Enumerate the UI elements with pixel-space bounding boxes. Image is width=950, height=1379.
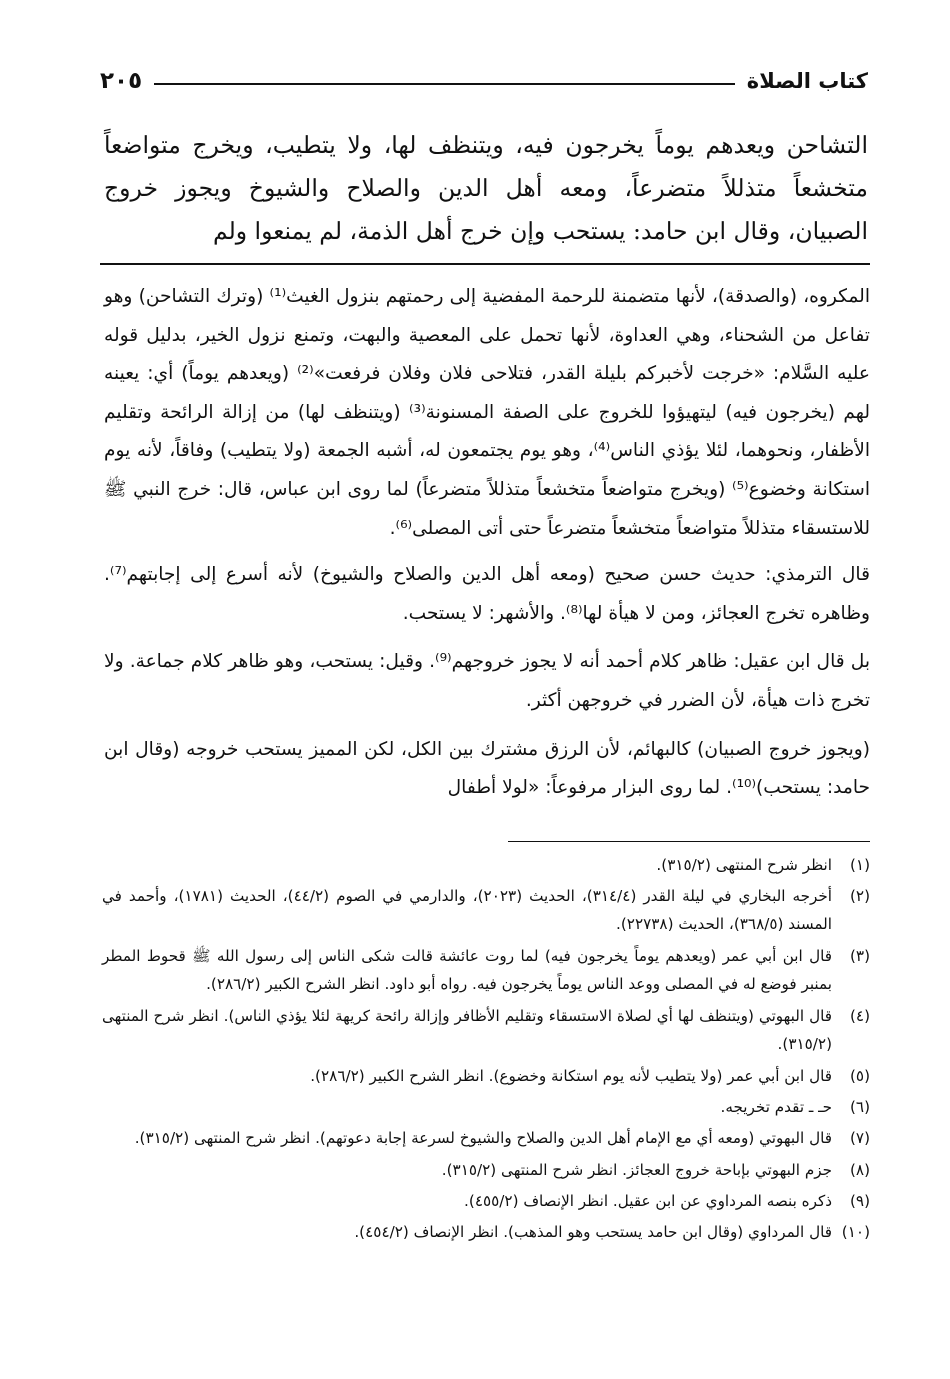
- footnote-text: انظر شرح المنتهى (٣١٥/٢).: [656, 856, 832, 874]
- matn-text: التشاحن ويعدهم يوماً يخرجون فيه، ويتنظف لها، ولا يتطيب، ويخرج متواضعاً متخشعاً متذللاً متضرعاً، ومعه أهل الدين والصلاح والشيوخ ويجوز خروج الصبيان، وقال ابن حامد: يستحب وإن خرج أهل الذمة، لم يمنعوا ولم: [104, 131, 868, 245]
- footnotes: [102, 851, 870, 1249]
- footnote: [102, 1124, 870, 1152]
- footnote-separator: [508, 841, 870, 842]
- running-title: كتاب الصلاة: [746, 69, 868, 93]
- commentary-paragraph: قال الترمذي: حديث حسن صحيح (ومعه أهل الدين والصلاح والشيوخ) لأنه أسرع إلى إجابتهم⁽⁷⁾. وظاهره تخرج العجائز، ومن لا هيأة لها⁽⁸⁾. والأشهر: لا يستحب.: [104, 564, 870, 624]
- commentary-paragraph: (ويجوز خروج الصبيان) كالبهائم، لأن الرزق مشترك بين الكل، لكن المميز يستحب خروجه (وقال ابن حامد: يستحب)⁽¹⁰⁾. لما روى البزار مرفوعاً: «لولا أطفال: [104, 738, 870, 799]
- footnote: [102, 1062, 870, 1090]
- matn-separator: [100, 263, 870, 265]
- footnote-number: (٧): [849, 1129, 870, 1147]
- footnote: [102, 942, 870, 998]
- commentary: [104, 278, 870, 818]
- footnote-text: جزم البهوتي بإباحة خروج العجائز. انظر شرح المنتهى (٣١٥/٢).: [441, 1161, 832, 1179]
- footnote-text: قال ابن أبي عمر (ويعدهم يوماً يخرجون فيه) لما روت عائشة قالت شكى الناس إلى رسول الله ﷺ قحوط المطر بمنبر فوضع له في المصلى ووعد الناس يوماً يخرجون فيه. رواه أبو داود. انظر الشرح الكبير (٢٨٦/٢).: [102, 947, 832, 993]
- footnote: [102, 1002, 870, 1058]
- footnote-number: (٩): [849, 1192, 870, 1210]
- footnote-text: ذكره بنصه المرداوي عن ابن عقيل. انظر الإنصاف (٤٥٥/٢).: [464, 1192, 832, 1210]
- footnote: [102, 851, 870, 879]
- footnote-number: (٢): [849, 887, 870, 905]
- footnote-text: قال ابن أبي عمر (ولا يتطيب لأنه يوم استكانة وخضوع). انظر الشرح الكبير (٢٨٦/٢).: [310, 1067, 832, 1085]
- footnote-number: (٥): [849, 1067, 870, 1085]
- header-rule: [154, 83, 735, 85]
- footnote-text: حـ ـ تقدم تخريجه.: [720, 1098, 832, 1116]
- footnote: [102, 1218, 870, 1246]
- footnote-number: (٦): [849, 1098, 870, 1116]
- footnote-number: (١٠): [841, 1223, 870, 1241]
- footnote-text: قال المرداوي (وقال ابن حامد يستحب وهو المذهب). انظر الإنصاف (٤٥٤/٢).: [354, 1223, 832, 1241]
- footnote-number: (٤): [849, 1007, 870, 1025]
- footnote-number: (٨): [849, 1161, 870, 1179]
- footnote-text: أخرجه البخاري في ليلة القدر (٣١٤/٤)، الحديث (٢٠٢٣)، والدارمي في الصوم (٤٤/٢)، الحديث (١٧٨١)، وأحمد في المسند (٣٦٨/٥)، الحديث (٢٢٧٣٨).: [102, 887, 833, 933]
- page-header: [100, 66, 868, 96]
- footnote-text: قال البهوتي (ويتنظف لها أي لصلاة الاستسقاء وتقليم الأظافر وإزالة رائحة كريهة لئلا يؤذي الناس). انظر شرح المنتهى (٣١٥/٢).: [102, 1007, 832, 1053]
- footnote: [102, 882, 870, 938]
- footnote: [102, 1156, 870, 1184]
- footnote: [102, 1187, 870, 1215]
- footnote-number: (١): [849, 856, 870, 874]
- page-number: ٢٠٥: [100, 68, 143, 94]
- footnote-text: قال البهوتي (ومعه أي مع الإمام أهل الدين والصلاح والشيوخ لسرعة إجابة دعوتهم). انظر شرح المنتهى (٣١٥/٢).: [134, 1129, 832, 1147]
- footnote: [102, 1093, 870, 1121]
- commentary-paragraph: المكروه، (والصدقة)، لأنها متضمنة للرحمة المفضية إلى رحمتهم بنزول الغيث⁽¹⁾ (وترك التشاحن) وهو تفاعل من الشحناء، وهي العداوة، لأنها تحمل على المعصية والبهت، وتمنع نزول الخير، بدليل قوله عليه السَّلام: «خرجت لأخبركم بليلة القدر، فتلاحى فلان وفلان فرفعت»⁽²⁾ (ويعدهم يوماً) أي: يعينه لهم (يخرجون فيه) ليتهيؤوا للخروج على الصفة المسنونة⁽³⁾ (ويتنظف لها) من إزالة الرائحة وتقليم الأظفار، ونحوهما، لئلا يؤذي الناس⁽⁴⁾، وهو يوم يجتمعون له، أشبه الجمعة (ولا يتطيب) وفاقاً، لأنه يوم استكانة وخضوع⁽⁵⁾ (ويخرج متواضعاً متخشعاً متذللاً متضرعاً) لما روى ابن عباس، قال: خرج النبي ﷺ للاستسقاء متذللاً متواضعاً متخشعاً متضرعاً حتى أتى المصلى⁽⁶⁾.: [104, 286, 870, 539]
- footnote-number: (٣): [849, 947, 870, 965]
- commentary-paragraph: بل قال ابن عقيل: ظاهر كلام أحمد أنه لا يجوز خروجهم⁽⁹⁾. وقيل: يستحب، وهو ظاهر كلام جماعة. ولا تخرج ذات هيأة، لأن الضرر في خروجهن أكثر.: [104, 651, 870, 711]
